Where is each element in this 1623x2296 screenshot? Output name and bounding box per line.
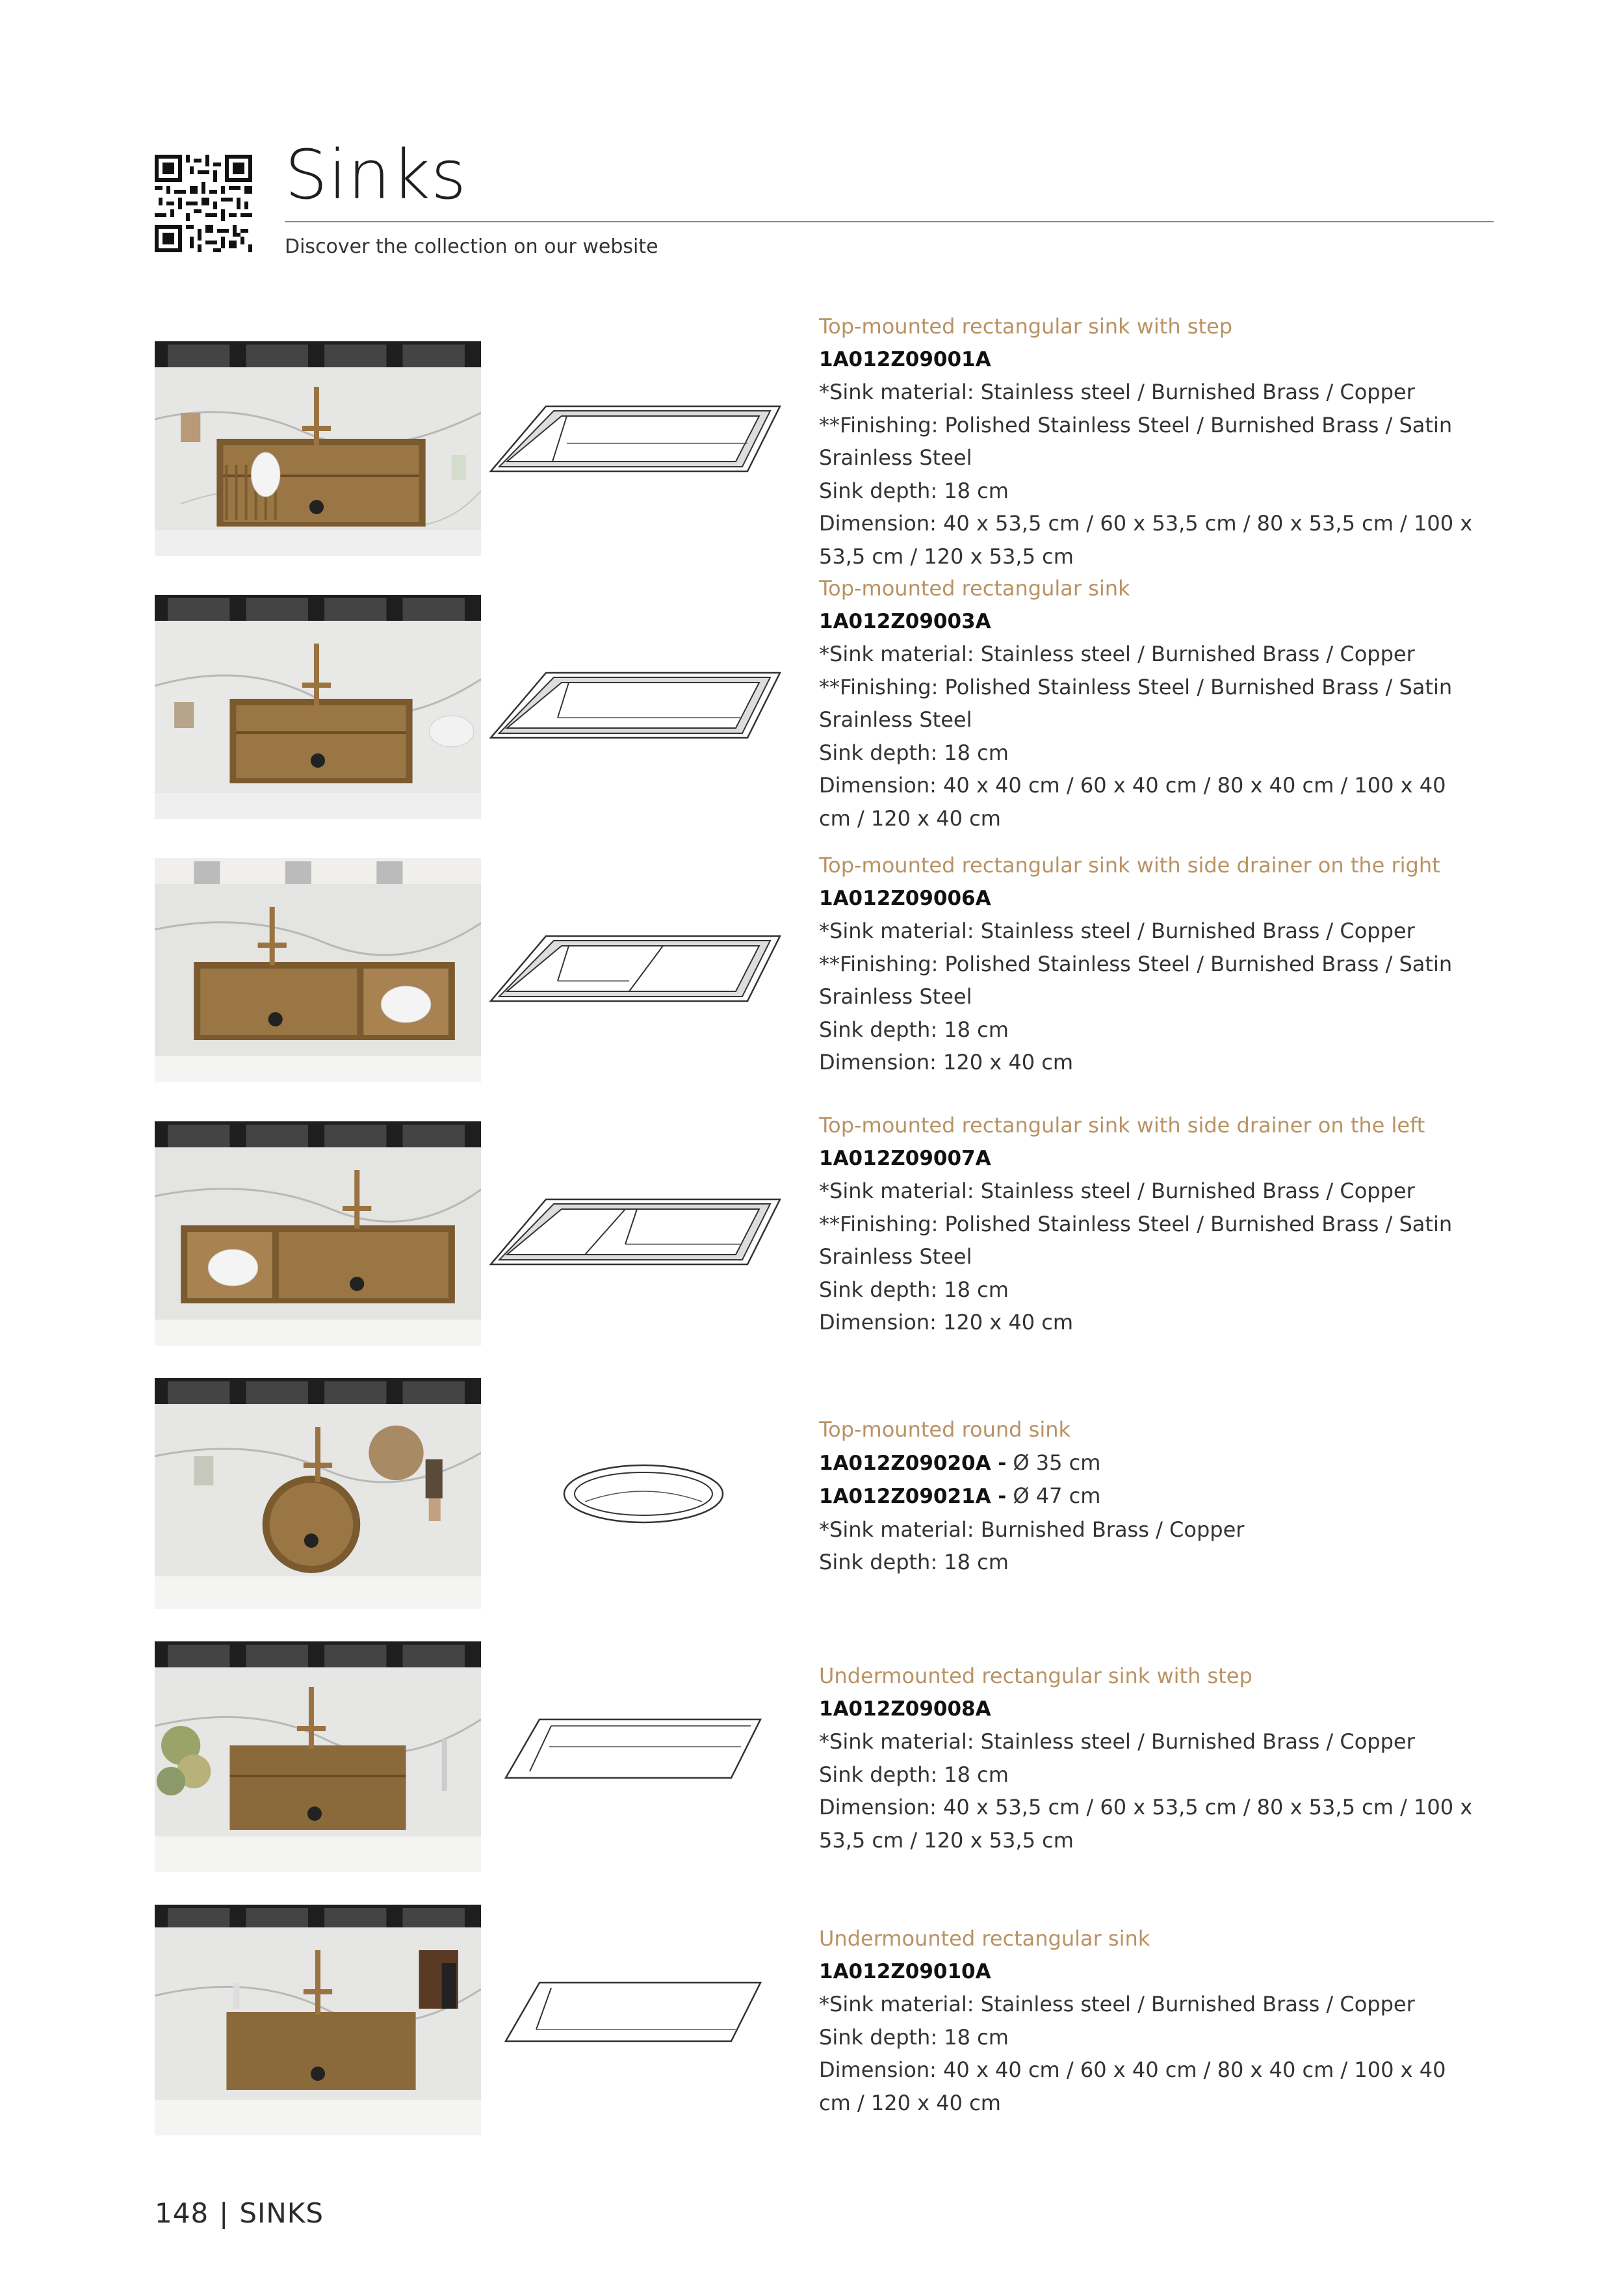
product-code: 1A012Z09020A -	[819, 1451, 1007, 1475]
product-depth: Sink depth: 18 cm	[819, 478, 1009, 503]
product-block	[819, 572, 1482, 835]
product-code: 1A012Z09010A	[819, 1959, 991, 1983]
product-dimension: Dimension: 120 x 40 cm	[819, 1310, 1074, 1335]
product-code: 1A012Z09006A	[819, 886, 991, 910]
product-name: Undermounted rectangular sink with step	[819, 1663, 1253, 1688]
sink-diagram-rect	[481, 663, 806, 748]
product-photo	[155, 595, 481, 819]
product-finishing: **Finishing: Polished Stainless Steel / Burnished Brass / Satin Srainless Steel	[819, 412, 1453, 470]
product-photo	[155, 858, 481, 1082]
product-dimension: Dimension: 40 x 53,5 cm / 60 x 53,5 cm / 80 x 53,5 cm / 100 x 53,5 cm / 120 x 53,5 cm	[819, 511, 1473, 569]
product-block	[819, 1922, 1482, 2119]
product-finishing: **Finishing: Polished Stainless Steel / Burnished Brass / Satin Srainless Steel	[819, 951, 1453, 1009]
product-name: Top-mounted round sink	[819, 1417, 1071, 1442]
product-photo	[155, 1378, 481, 1609]
product-name: Top-mounted rectangular sink with side drainer on the left	[819, 1113, 1425, 1138]
round-sink-diagram	[481, 1455, 806, 1533]
product-dimension: Dimension: 40 x 53,5 cm / 60 x 53,5 cm / 80 x 53,5 cm / 100 x 53,5 cm / 120 x 53,5 cm	[819, 1795, 1473, 1853]
product-code: 1A012Z09007A	[819, 1146, 991, 1170]
product-photo	[155, 1641, 481, 1872]
product-name: Top-mounted rectangular sink with side drainer on the right	[819, 853, 1440, 878]
product-code-line	[819, 1480, 1482, 1513]
footer-section: SINKS	[239, 2197, 324, 2229]
product-code: 1A012Z09003A	[819, 609, 991, 633]
product-material: *Sink material: Stainless steel / Burnished Brass / Copper	[819, 1729, 1415, 1754]
product-depth: Sink depth: 18 cm	[819, 1277, 1009, 1302]
sink-diagram-under-step	[481, 1706, 806, 1788]
product-photo	[155, 1121, 481, 1346]
product-depth: Sink depth: 18 cm	[819, 1762, 1009, 1787]
product-material: *Sink material: Burnished Brass / Copper	[819, 1517, 1245, 1542]
product-block	[819, 1109, 1482, 1339]
sink-diagram-drainer-right	[481, 926, 806, 1011]
sink-diagram-under-rect	[481, 1970, 806, 2051]
product-block	[819, 849, 1482, 1079]
product-code: 1A012Z09001A	[819, 347, 991, 371]
product-code-line	[819, 1446, 1482, 1480]
product-size: Ø 35 cm	[1006, 1450, 1101, 1475]
product-material: *Sink material: Stainless steel / Burnished Brass / Copper	[819, 642, 1415, 666]
product-depth: Sink depth: 18 cm	[819, 740, 1009, 765]
sink-diagram-drainer-left	[481, 1190, 806, 1274]
product-block	[819, 310, 1482, 573]
product-finishing: **Finishing: Polished Stainless Steel / Burnished Brass / Satin Srainless Steel	[819, 1211, 1453, 1269]
product-photo	[155, 1905, 481, 2135]
product-dimension: Dimension: 120 x 40 cm	[819, 1050, 1074, 1075]
product-depth: Sink depth: 18 cm	[819, 2024, 1009, 2050]
page-title: Sinks	[285, 135, 467, 215]
product-material: *Sink material: Stainless steel / Burnished Brass / Copper	[819, 1992, 1415, 2016]
product-finishing: **Finishing: Polished Stainless Steel / Burnished Brass / Satin Srainless Steel	[819, 674, 1453, 732]
product-material: *Sink material: Stainless steel / Burnished Brass / Copper	[819, 919, 1415, 943]
product-name: Top-mounted rectangular sink with step	[819, 314, 1232, 339]
product-dimension: Dimension: 40 x 40 cm / 60 x 40 cm / 80 x 40 cm / 100 x 40 cm / 120 x 40 cm	[819, 773, 1446, 831]
title-divider	[285, 221, 1494, 222]
qr-code-icon[interactable]	[155, 155, 252, 252]
product-depth: Sink depth: 18 cm	[819, 1017, 1009, 1042]
product-depth: Sink depth: 18 cm	[819, 1550, 1009, 1574]
product-name: Undermounted rectangular sink	[819, 1926, 1150, 1951]
product-photo	[155, 341, 481, 556]
footer-separator: |	[219, 2197, 229, 2229]
product-code: 1A012Z09021A -	[819, 1485, 1007, 1508]
product-size: Ø 47 cm	[1006, 1483, 1101, 1508]
page-number: 148	[155, 2197, 209, 2229]
product-block	[819, 1660, 1482, 1857]
product-dimension: Dimension: 40 x 40 cm / 60 x 40 cm / 80 x 40 cm / 100 x 40 cm / 120 x 40 cm	[819, 2057, 1446, 2115]
page-footer	[155, 2197, 324, 2229]
sink-diagram-step	[481, 397, 806, 481]
product-code: 1A012Z09008A	[819, 1697, 991, 1721]
product-name: Top-mounted rectangular sink	[819, 576, 1130, 601]
product-material: *Sink material: Stainless steel / Burnished Brass / Copper	[819, 1179, 1415, 1203]
product-block	[819, 1413, 1482, 1579]
product-material: *Sink material: Stainless steel / Burnished Brass / Copper	[819, 380, 1415, 404]
page-subtitle[interactable]: Discover the collection on our website	[285, 235, 658, 258]
